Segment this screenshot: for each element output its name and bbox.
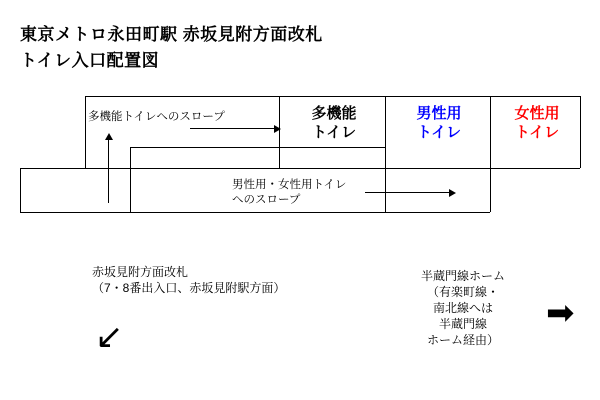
- room-label-womens-line-2: トイレ: [514, 124, 560, 141]
- plan-left-passage-top-wall: [20, 168, 85, 169]
- caption-hanzomon-line-2: （有楽町線・: [426, 285, 499, 299]
- room-label-womens-toilet: [498, 104, 576, 142]
- room-label-multipurpose-line-2: トイレ: [311, 124, 357, 141]
- room-label-mens-line-1: 男性用: [416, 105, 462, 122]
- arrow-head-slope-multipurpose: [274, 125, 281, 133]
- caption-hanzomon-line-platform: [398, 268, 528, 348]
- room-label-mens-toilet: [393, 104, 485, 142]
- plan-left-wall: [85, 96, 86, 168]
- room-label-mens-line-2: トイレ: [416, 124, 462, 141]
- plan-bottom-right-wall: [490, 168, 491, 212]
- plan-top-wall: [85, 96, 580, 97]
- room-label-womens-line-1: 女性用: [514, 105, 560, 122]
- plan-divider-multipurpose-mens: [385, 96, 386, 168]
- caption-hanzomon-line-3: 南北線へは: [432, 301, 493, 315]
- arrow-head-up-to-slope: [105, 133, 113, 140]
- caption-hanzomon-line-5: ホーム経由）: [426, 333, 499, 347]
- caption-ticket-gate-line-1: 赤坂見附方面改札: [92, 265, 189, 279]
- caption-hanzomon-line-1: 半蔵門線ホーム: [420, 269, 505, 283]
- page-title-line-1: 東京メトロ永田町駅 赤坂見附方面改札: [20, 25, 323, 44]
- caption-ticket-gate-line-2: （7・8番出入口、赤坂見附駅方面）: [92, 281, 286, 295]
- page-title-line-2: トイレ入口配置図: [20, 51, 160, 70]
- arrow-to-ticket-gate: ↙: [95, 317, 124, 357]
- plan-corridor-right-step: [385, 168, 386, 212]
- plan-right-wall: [580, 96, 581, 168]
- annotation-slope-mens-womens-line-1: 男性用・女性用トイレ: [232, 179, 347, 191]
- annotation-slope-to-mens-womens: [232, 178, 346, 208]
- annotation-slope-to-multipurpose: 多機能トイレへのスロープ: [88, 111, 225, 123]
- plan-corridor-upper-wall: [130, 147, 385, 148]
- arrow-shaft-up-to-slope: [108, 138, 109, 203]
- arrow-shaft-slope-mens-womens: [365, 192, 450, 193]
- plan-room-bottom-wall: [85, 168, 580, 169]
- plan-bottom-wall: [20, 212, 490, 213]
- room-label-multipurpose-toilet: [289, 104, 379, 142]
- plan-corridor-left-wall: [130, 147, 131, 212]
- caption-ticket-gate: [92, 264, 285, 296]
- room-label-multipurpose-line-1: 多機能: [311, 105, 357, 122]
- caption-hanzomon-line-4: 半蔵門線: [438, 317, 487, 331]
- plan-divider-mens-womens: [490, 96, 491, 168]
- arrow-to-hanzomon-platform: ➡: [546, 293, 575, 333]
- arrow-shaft-slope-multipurpose: [190, 128, 275, 129]
- arrow-head-slope-mens-womens: [449, 189, 456, 197]
- annotation-slope-mens-womens-line-2: へのスロープ: [232, 194, 301, 206]
- plan-outer-left-wall: [20, 168, 21, 212]
